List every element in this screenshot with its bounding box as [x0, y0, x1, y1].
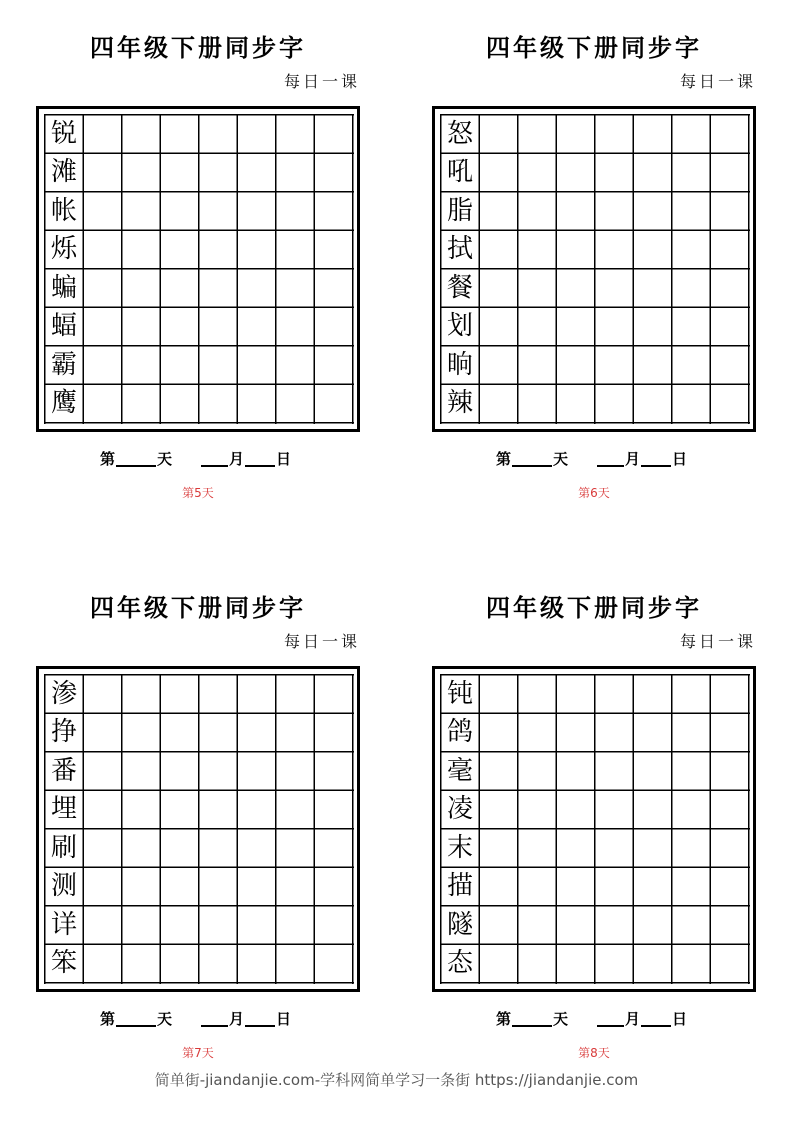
- character-column: [46, 676, 83, 984]
- practice-grid: [44, 114, 354, 424]
- model-character: 辣: [446, 388, 473, 418]
- worksheet-panel-day5: [36, 33, 360, 500]
- model-character: 鸽: [446, 717, 473, 747]
- date-line: [496, 1007, 687, 1029]
- model-character: 刷: [50, 832, 77, 863]
- model-character: 详: [50, 909, 77, 940]
- month-blank: [201, 449, 228, 467]
- site-watermark: 简单街-jiandanjie.com-学科网简单学习一条街 https://jiandanjie.com: [154, 1071, 639, 1089]
- model-character: 帐: [50, 195, 77, 226]
- day-suffix: 天: [157, 1010, 173, 1028]
- day-number-blank: [116, 1009, 156, 1027]
- day-label: 第5天: [182, 486, 214, 500]
- worksheet-subtitle: 每日一课: [283, 72, 360, 91]
- model-character: 锐: [50, 118, 77, 149]
- model-character: 脂: [446, 195, 473, 226]
- month-blank: [597, 1009, 624, 1027]
- date-line: [100, 447, 291, 469]
- worksheet-panel-day7: [36, 593, 360, 1060]
- model-character: 吼: [446, 157, 473, 187]
- month-blank: [597, 449, 624, 467]
- model-character: 拭: [446, 234, 473, 264]
- model-character: 渗: [50, 678, 77, 709]
- date-label: 日: [276, 450, 292, 468]
- practice-box: [36, 666, 360, 992]
- model-character: 末: [446, 832, 473, 863]
- practice-grid: [44, 674, 354, 984]
- model-character: 霸: [50, 349, 77, 380]
- model-character: 划: [446, 311, 473, 341]
- day-suffix: 天: [157, 450, 173, 468]
- date-label: 日: [672, 1010, 688, 1028]
- date-label: 日: [672, 450, 688, 468]
- practice-grid: [440, 114, 750, 424]
- worksheet-panel-day6: [432, 33, 756, 500]
- day-prefix: 第: [496, 1010, 512, 1028]
- model-character: 晌: [446, 349, 473, 380]
- worksheet-title: 四年级下册同步字: [90, 33, 306, 62]
- day-prefix: 第: [100, 450, 116, 468]
- day-suffix: 天: [553, 450, 569, 468]
- date-line: [496, 447, 687, 469]
- date-blank: [641, 1009, 671, 1027]
- worksheet-subtitle: 每日一课: [679, 632, 756, 651]
- character-column: [442, 676, 479, 984]
- day-prefix: 第: [496, 450, 512, 468]
- model-character: 蝙: [50, 272, 77, 303]
- worksheet-panel-day8: [432, 593, 756, 1060]
- worksheet-subtitle: 每日一课: [283, 632, 360, 651]
- day-label: 第7天: [182, 1046, 214, 1060]
- day-label: 第6天: [578, 486, 610, 500]
- practice-box: [432, 666, 756, 992]
- model-character: 烁: [50, 234, 77, 264]
- day-number-blank: [512, 1009, 552, 1027]
- month-label: 月: [229, 450, 245, 468]
- model-character: 毫: [446, 755, 473, 786]
- model-character: 挣: [50, 717, 77, 747]
- model-character: 测: [50, 871, 77, 901]
- worksheet-title: 四年级下册同步字: [90, 593, 306, 622]
- model-character: 埋: [50, 794, 77, 824]
- practice-box: [36, 106, 360, 432]
- character-column: [46, 116, 83, 424]
- date-blank: [245, 449, 275, 467]
- model-character: 描: [446, 871, 473, 901]
- practice-box: [432, 106, 756, 432]
- date-blank: [245, 1009, 275, 1027]
- model-character: 鹰: [50, 388, 77, 418]
- worksheet-title: 四年级下册同步字: [486, 33, 702, 62]
- model-character: 态: [446, 948, 473, 978]
- model-character: 凌: [446, 794, 473, 824]
- model-character: 笨: [50, 948, 77, 978]
- date-label: 日: [276, 1010, 292, 1028]
- month-label: 月: [625, 450, 641, 468]
- worksheet-subtitle: 每日一课: [679, 72, 756, 91]
- day-number-blank: [116, 449, 156, 467]
- day-label: 第8天: [578, 1046, 610, 1060]
- model-character: 怒: [446, 118, 473, 149]
- month-label: 月: [625, 1010, 641, 1028]
- date-blank: [641, 449, 671, 467]
- day-prefix: 第: [100, 1010, 116, 1028]
- practice-grid: [440, 674, 750, 984]
- worksheet-title: 四年级下册同步字: [486, 593, 702, 622]
- month-blank: [201, 1009, 228, 1027]
- character-column: [442, 116, 479, 424]
- day-number-blank: [512, 449, 552, 467]
- model-character: 隧: [446, 909, 473, 940]
- model-character: 蝠: [50, 311, 77, 341]
- model-character: 餐: [446, 272, 473, 303]
- day-suffix: 天: [553, 1010, 569, 1028]
- model-character: 钝: [446, 678, 473, 709]
- month-label: 月: [229, 1010, 245, 1028]
- model-character: 番: [50, 755, 77, 786]
- model-character: 滩: [50, 157, 77, 187]
- date-line: [100, 1007, 291, 1029]
